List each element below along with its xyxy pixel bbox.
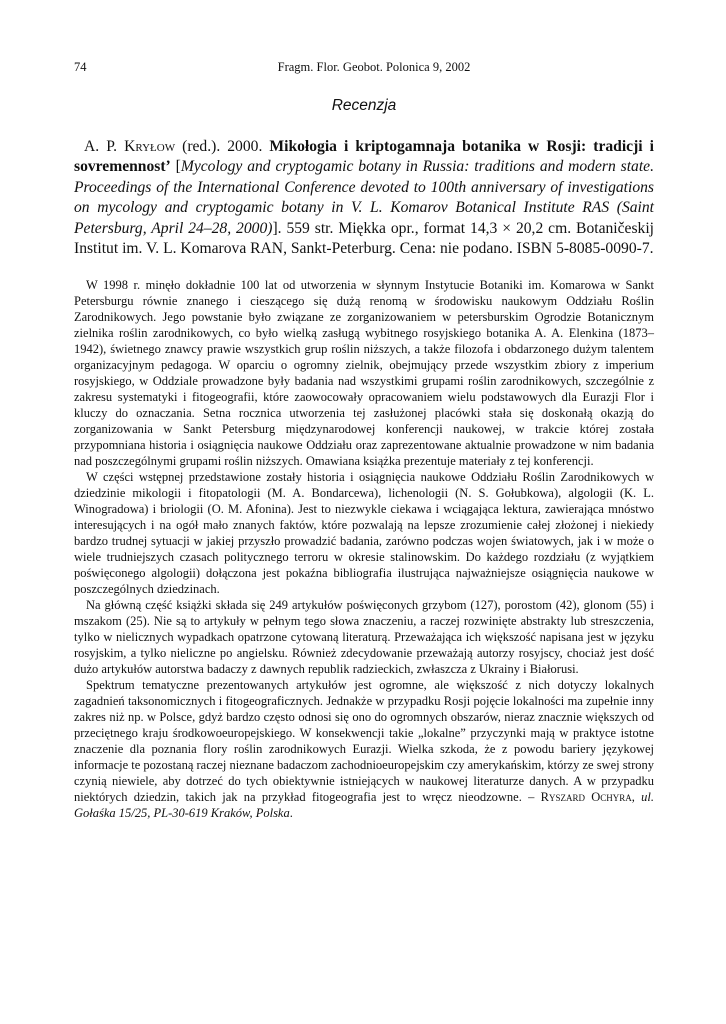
editor-mark: (red.). 2000. [175, 138, 270, 155]
review-body [74, 277, 654, 821]
signature-end: . [289, 806, 293, 821]
section-title: Recenzja [331, 97, 397, 114]
bracket-open: [ [170, 158, 181, 176]
reviewer-name: Ryszard Ochyra [540, 790, 632, 805]
translated-title: Mycology and cryptogamic botany in Russia: traditions and modern state. Proceedings of the International Conference devoted to 100th anniversary of investigations on mycology and cryptogamic botany in V. L. Komarov Botanical Institute RAS (Saint Petersburg, April 24–28, 2000) [74, 158, 655, 237]
book-citation [74, 137, 654, 259]
signature-separator: , [631, 790, 642, 805]
paragraph-final [74, 677, 654, 821]
running-head [74, 60, 654, 78]
page-number: 74 [74, 60, 87, 74]
journal-title: Fragm. Flor. Geobot. Polonica 9, 2002 [277, 60, 471, 74]
paragraph: W części wstępnej przedstawione zostały historia i osiągnięcia naukowe Oddziału Roślin Zarodnikowych w dziedzinie mikologii i fitopatologii (M. A. Bondarcewa), lichenologii (N. S. Gołubkowa), algologii (K. L. Winogradowa) i briologii (O. M. Afonina). Jest to niezwykle ciekawa i wciągająca lektura, zawierająca mnóstwo interesujących i na ogół mało znanych faktów, które pozwalają na lepsze zrozumienie całej złożonej i niekiedy bardzo trudnej sytuacji w jakiej przyszło prowadzić badania, zarówno podczas wojen światowych, jak i w może o wiele trudniejszych czasach politycznego terroru w okresie stalinowskim. Do każdego rozdziału (z wyjątkiem poświęconego algologii) dołączona jest pokaźna bibliografia ilustrująca najważniejsze osiągnięcia naukowe w poszczególnych dziedzinach. [74, 470, 654, 597]
book-title: Mikołogia i kriptogamnaja botanika w Rosji: tradicji i sovremennost’ [74, 138, 654, 176]
paragraph: Na główną część książki składa się 249 artykułów poświęconych grzybom (127), porostom (42), glonom (55) i mszakom (25). Nie są to artykuły w pełnym tego słowa znaczeniu, a raczej rozwinięte abstrakty lub streszczenia, tylko w nielicznych wypadkach opatrzone cytowaną literaturą. Przeważająca ich większość napisana jest w języku rosyjskim, a tylko nieliczne po angielsku. Również zdecydowanie przeważają autorzy rosyjscy, chociaż jest dość dużo artykułów autorstwa badaczy z dawnych republik radzieckich, zwłaszcza z Ukrainy i Białorusi. [74, 598, 654, 677]
author-surname: Kryłow [124, 138, 176, 155]
reviewer-address: ul. Gołaśka 15/25, PL-30-619 Kraków, Polska [74, 790, 655, 821]
paragraph: W 1998 r. minęło dokładnie 100 lat od utworzenia w słynnym Instytucie Botaniki im. Komarowa w Sankt Petersburgu równie znanego i cieszącego się dużą renomą w środowisku naukowym Oddziału Roślin Zarodnikowych. Jego powstanie było związane ze zorganizowaniem w petersburskim Ogrodzie Botanicznym zielnika roślin zarodnikowych, co było wielką zasługą wybitnego rosyjskiego botanika A. A. Elenkina (1873–1942), świetnego znawcy prawie wszystkich grup roślin niższych, a także filozofa i obdarzonego dużym talentem organizacyjnym pedagoga. W oparciu o ogromny zielnik, obejmujący przede wszystkim zbiory z imperium rosyjskiego, w Oddziale prowadzone były badania nad wszystkimi grupami roślin zarodnikowych, szczególnie z zakresu systematyki i fitogeografii, które zaowocowały opracowaniem wielu podstawowych dla Eurazji Flor i kluczy do oznaczania. Setna rocznica utworzenia tej zasłużonej placówki stała się doskonałą okazją do zorganizowania w Sankt Petersburg międzynarodowej konferencji naukowej, w trakcie której została przypomniana historia i osiągnięcia naukowe Oddziału oraz zaprezentowane aktualnie prowadzone w nim badania nad poszczególnymi grupami roślin niższych. Omawiana książka prezentuje materiały z tej konferencji. [74, 278, 654, 469]
page [74, 60, 654, 821]
author-initials: A. P. [84, 138, 125, 155]
publication-info: ]. 559 str. Miękka opr., format 14,3 × 20,2 cm. Botaničeskij Institut im. V. L. Komarova RAN, Sankt-Peterburg. Cena: nie podano. ISBN 5-8085-0090-7. [74, 219, 654, 258]
paragraph-text: Spektrum tematyczne prezentowanych artykułów jest ogromne, ale większość z nich dotyczy lokalnych zagadnień taksonomicznych i fitogeograficznych. Jednakże w przypadku Rosji pojęcie lokalności ma zupełnie inny zakres niż np. w Polsce, gdyż bardzo często odnosi się ono do ogromnych obszarów, nieraz znacznie większych od przeciętnego kraju środkowoeuropejskiego. W konsekwencji takie „lokalne” przyczynki mają w praktyce istotne znaczenie dla poznania flory roślin zarodnikowych Eurazji. Wielka szkoda, że z powodu bariery językowej informacje te pozostaną raczej nieznane badaczom zachodnioeuropejskim czy amerykańskim, którzy ze swej strony czynią niewiele, aby dotrzeć do tych obiektywnie istniejących w naukowej literaturze danych. A w przypadku niektórych dziedzin, takich jak na przykład fitogeografia jest to wręcz nieodzowne. – [74, 678, 654, 805]
